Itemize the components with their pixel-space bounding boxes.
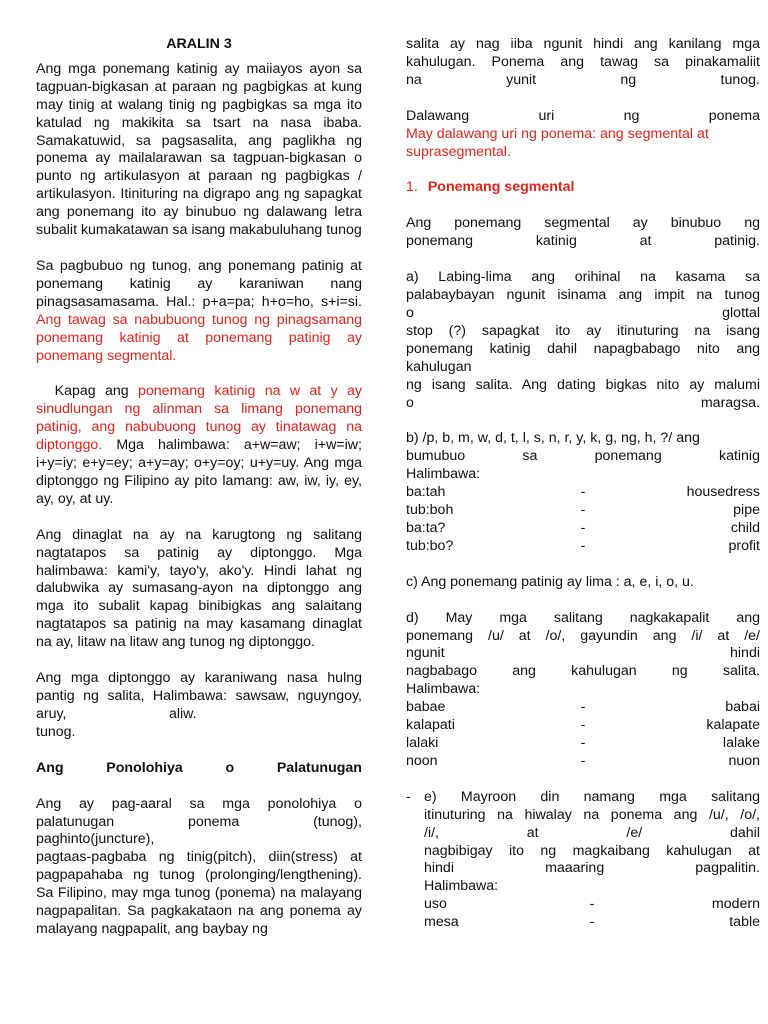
- example-list: [424, 896, 760, 932]
- word: at: [526, 824, 539, 841]
- word: ponemang: [454, 215, 522, 232]
- line: [406, 72, 760, 90]
- line: Halimbawa:: [406, 466, 481, 483]
- example-dash: -: [580, 537, 586, 554]
- section-heading-segmental: [406, 179, 760, 197]
- example-row: [406, 717, 760, 735]
- word: pagpalitin.: [695, 860, 760, 877]
- example-row: [406, 484, 760, 502]
- line: [406, 233, 760, 251]
- heading-number: 1.: [406, 179, 418, 196]
- lesson-title: ARALIN 3: [166, 36, 232, 52]
- word: kahulugan: [571, 663, 637, 680]
- line-text: aruy, aliw.: [36, 705, 197, 722]
- example-row: [424, 896, 760, 914]
- line: [36, 814, 362, 832]
- word: sa: [522, 448, 538, 465]
- word: ang: [736, 609, 760, 626]
- example-term: uso: [424, 896, 447, 913]
- line: kahulugan: [406, 358, 472, 375]
- word: na: [406, 71, 422, 88]
- word: ponema: [708, 107, 760, 124]
- word: maragsa.: [700, 394, 760, 411]
- example-dash: -: [580, 699, 586, 716]
- highlight-span: ponemang katinig na w at y ay sinudlungan ng alinman sa limang ponemang patinig, ang nabubuong tunog ay tinatawag na diptonggo.: [36, 383, 362, 454]
- example-term: noon: [406, 752, 438, 769]
- line: e) Mayroon din namang mga salitang: [424, 788, 760, 805]
- example-row: [406, 753, 760, 771]
- word: mga: [499, 609, 527, 626]
- heading-word: Palatunugan: [276, 759, 362, 776]
- word: Dalawang: [406, 107, 470, 124]
- paragraph-hulng: [36, 670, 362, 742]
- example-dash: -: [589, 914, 595, 931]
- text-span: Kapag ang: [36, 383, 139, 400]
- example-term: babae: [406, 699, 446, 716]
- line-text: ponema: [187, 813, 240, 830]
- text-span: Mga halimbawa: a+w=aw; i+w=iw; i+y=iy; e+y=ey; a+y=ay; o+y=oy; u+y=uy. Ang mga diptonggo ng Filipino ay pito lamang: aw, iw, iy, ey, ay, oy, at uy.: [36, 437, 362, 507]
- highlight-span: Ang tawag sa nabubuong tunog ng pinagsamang ponemang katinig at ponemang patinig ay ponemang segmental.: [36, 311, 362, 364]
- line: ponemang katinig dahil napagbabago nito ang: [406, 340, 760, 357]
- line: [36, 706, 362, 724]
- item-c: c) Ang ponemang patinig ay lima : a, e, i, o, u.: [406, 573, 694, 590]
- example-dash: -: [589, 896, 595, 913]
- example-term: mesa: [424, 914, 459, 931]
- line: [406, 108, 760, 126]
- word: segmental: [544, 215, 610, 232]
- word: salitang: [553, 609, 603, 626]
- example-term: lalaki: [406, 735, 439, 751]
- line: a) Labing-lima ang orihinal na kasama sa: [406, 269, 760, 286]
- paragraph-segmental: [406, 215, 760, 251]
- paragraph-ponolohiya: [36, 796, 362, 850]
- example-meaning: pipe: [733, 502, 760, 519]
- example-meaning: profit: [728, 537, 760, 554]
- paragraph-katinig: Ang mga ponemang katinig ay maiiayos ayon sa tagpuan-bigkasan at paraan ng pagbigkas at kung may tinig at walang tinig ng pagbigkas sa mga ito katulad ng makikita sa tsart na nasa ibaba. Samakatuwid, sa pagsasalita, ang paglikha ng ponema ay mailalarawan sa tagpuan-bigkasan o punto ng artikulasyon at paraan ng pagbigkas / artikulasyon. Itinituring na digrapo ang ng sapagkat ang ponemang ito ay binubuo ng dalawang letra subalit kumakatawan sa isang makabuluhang tunog: [36, 60, 362, 239]
- line: Ang mga diptonggo ay karaniwang nasa hulng: [36, 670, 362, 687]
- example-meaning: modern: [711, 896, 760, 913]
- paragraph-dalawang-uri: [406, 108, 760, 162]
- example-dash: -: [580, 484, 586, 501]
- example-dash: -: [580, 519, 586, 536]
- word: patinig.: [714, 233, 760, 250]
- example-meaning: nuon: [728, 752, 760, 769]
- item-b: [406, 430, 760, 555]
- line: Halimbawa:: [406, 681, 481, 698]
- left-column: [36, 36, 362, 957]
- paragraph-dinaglat: Ang dinaglat na ay na karugtong ng salitang nagtatapos sa patinig ay diptonggo. Mga halimbawa: kami'y, tayo'y, ako'y. Hindi lahat ng dalubwika ay sumasang-ayon na diptonggo ang mga ito subalit kapag binibigkas ang salaitang nagtatapos sa patinig na may kasamang dinaglat na ay, litaw na litaw ang tunog ng diptonggo.: [36, 526, 362, 651]
- example-row: [406, 699, 760, 717]
- line: ponemang /u/ at /o/, gayundin ang /i/ at /e/: [406, 627, 760, 644]
- word: /i/,: [424, 824, 439, 841]
- paragraph-diptonggo: [36, 383, 362, 508]
- word: o: [406, 304, 414, 321]
- heading-word: Ang: [36, 759, 64, 776]
- word: ponemang: [406, 233, 474, 250]
- heading-word: Ponolohiya: [106, 759, 183, 776]
- word: ng: [620, 71, 637, 88]
- item-d: [406, 610, 760, 771]
- example-list: [406, 699, 760, 771]
- line: [406, 448, 760, 466]
- line: [406, 215, 760, 233]
- line: [406, 305, 760, 323]
- paragraph-ponema: [406, 36, 760, 90]
- bullet-dash: -: [406, 788, 411, 805]
- highlight-line: May dalawang uri ng ponema: ang segmental at suprasegmental.: [406, 125, 709, 160]
- line: [406, 395, 760, 413]
- line: kahulugan. Ponema ang tawag sa pinakamaliit: [406, 53, 760, 70]
- line: itinuturing na hiwalay na ponema ang /u/, /o/,: [424, 806, 760, 823]
- example-term: ba:ta?: [406, 519, 446, 536]
- word: katinig: [535, 233, 577, 250]
- word: ponemang: [594, 448, 662, 465]
- example-meaning: table: [729, 914, 760, 931]
- line: palabaybayan ngunit isinama ang impit na tunog: [406, 287, 760, 304]
- word: o: [406, 394, 414, 411]
- example-row: [406, 502, 760, 520]
- example-list: [406, 484, 760, 556]
- example-dash: -: [580, 752, 586, 769]
- section-heading-ponolohiya: [36, 760, 362, 778]
- word: ngunit: [406, 645, 445, 662]
- right-column: [406, 36, 760, 932]
- word: d): [406, 609, 419, 626]
- example-meaning: kalapate: [706, 717, 760, 734]
- line: [424, 825, 760, 843]
- word: ang: [512, 663, 536, 680]
- word: /e/: [626, 824, 643, 841]
- word: bumubuo: [406, 448, 466, 465]
- line-text: palatunugan: [36, 813, 115, 830]
- line-text: (tunog),: [313, 813, 362, 830]
- word: binubuo: [670, 215, 722, 232]
- example-dash: -: [580, 735, 586, 751]
- line: [406, 663, 760, 681]
- example-row: [424, 914, 760, 932]
- example-meaning: lalake: [722, 735, 760, 751]
- line: Halimbawa:: [424, 878, 499, 895]
- line: [406, 610, 760, 628]
- line: b) /p, b, m, w, d, t, l, s, n, r, y, k, g, ng, h, ?/ ang: [406, 430, 700, 447]
- example-dash: -: [580, 502, 586, 519]
- heading-word: o: [225, 759, 235, 776]
- line: nagbibigay ito ng magkaibang kahulugan at: [424, 842, 760, 859]
- example-row: [406, 735, 760, 753]
- line: Ang ay pag-aaral sa mga ponolohiya o: [36, 795, 362, 812]
- line: pantig ng salita, Halimbawa: sawsaw, nguyngoy,: [36, 688, 362, 704]
- item-e-body: [424, 789, 760, 932]
- example-term: ba:tah: [406, 484, 446, 501]
- example-meaning: child: [730, 519, 760, 536]
- word: ay: [632, 215, 648, 232]
- word: hindi: [424, 860, 454, 877]
- word: Ang: [406, 215, 432, 232]
- paragraph-pagbubuo: [36, 258, 362, 365]
- line: stop (?) sapagkat ito ay itinuturing na isang: [406, 322, 760, 339]
- example-row: [406, 520, 760, 538]
- example-meaning: babai: [725, 699, 760, 716]
- text-span: Sa pagbubuo ng tunog, ang ponemang patinig at ponemang katinig ay karaniwan nang pinagsasamasama. Hal.: p+a=pa; h+o=ho, s+i=si.: [36, 257, 362, 310]
- word: salita.: [722, 663, 760, 680]
- word: uri: [538, 107, 555, 124]
- word: hindi: [730, 645, 760, 662]
- word: nagkakapalit: [629, 609, 710, 626]
- word: dahil: [730, 824, 760, 841]
- heading-text: Ponemang segmental: [427, 179, 575, 196]
- example-term: tub:bo?: [406, 537, 454, 554]
- example-meaning: housedress: [686, 484, 760, 501]
- line: tunog.: [36, 723, 76, 740]
- word: nagbabago: [406, 663, 478, 680]
- word: tunog.: [720, 71, 760, 88]
- line: ng isang salita. Ang dating bigkas nito ay malumi: [406, 376, 760, 393]
- word: May: [445, 609, 473, 626]
- word: ng: [623, 107, 640, 124]
- example-term: tub:boh: [406, 502, 454, 519]
- example-row: [406, 538, 760, 556]
- word: at: [639, 233, 652, 250]
- word: maaaring: [545, 860, 605, 877]
- item-a: [406, 269, 760, 412]
- word: ng: [671, 663, 688, 680]
- line: [406, 645, 760, 663]
- paragraph-ponolohiya-cont: pagtaas-pagbaba ng tinig(pitch), diin(stress) at pagpapahaba ng tunog (prolonging/lengthening). Sa Filipino, may mga tunog (ponema) na malayang nagpapalitan. Sa pagkakataon na ang ponema ay malayang nagpapalit, ang baybay ng: [36, 849, 362, 937]
- word: ng: [744, 215, 760, 232]
- item-e: [406, 789, 760, 932]
- word: glottal: [722, 304, 760, 321]
- line: salita ay nag iiba ngunit hindi ang kanilang mga: [406, 36, 760, 52]
- line: paghinto(juncture),: [36, 831, 155, 848]
- word: katinig: [718, 448, 760, 465]
- line: [424, 860, 760, 878]
- word: yunit: [506, 71, 537, 88]
- example-dash: -: [580, 717, 586, 734]
- example-term: kalapati: [406, 717, 455, 734]
